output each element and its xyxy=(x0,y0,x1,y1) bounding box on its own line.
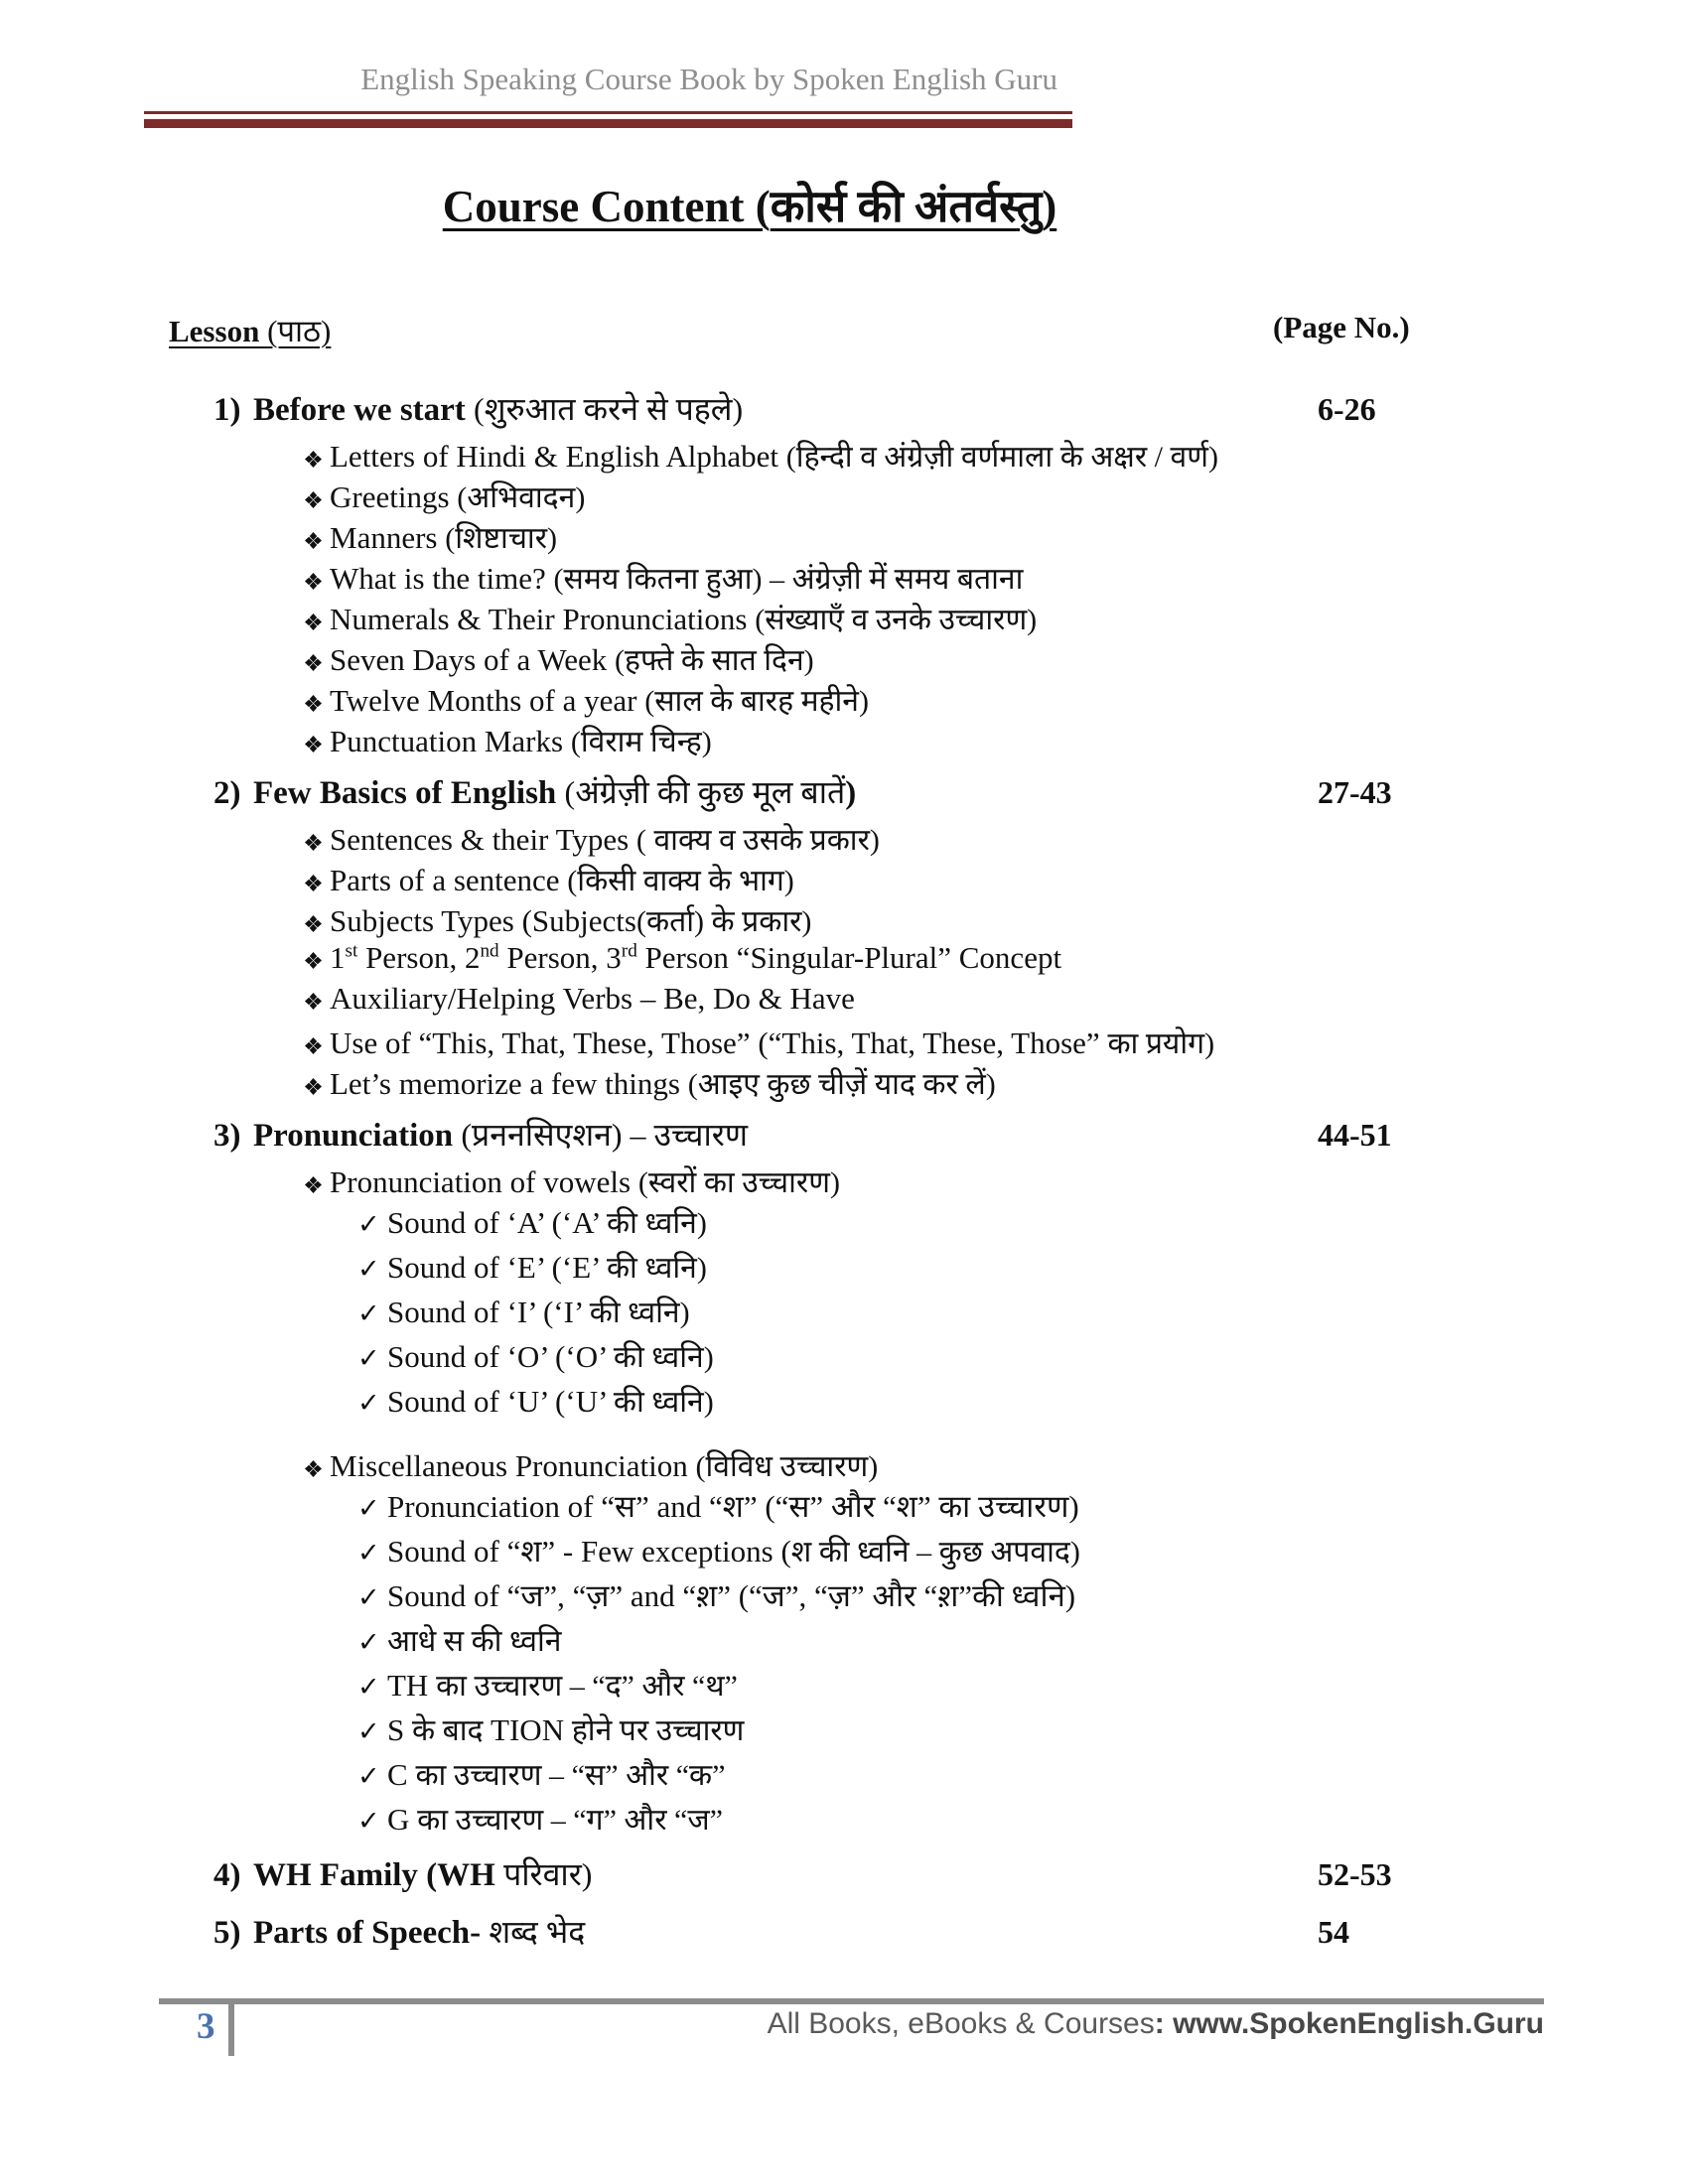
toc-row-content xyxy=(169,1852,1318,1895)
text-run: (अंग्रेज़ी की कुछ मूल बातें xyxy=(564,774,846,810)
page-range: 52-53 xyxy=(1318,1856,1392,1892)
toc-row-content xyxy=(169,818,1318,859)
page-range: 27-43 xyxy=(1318,774,1392,810)
toc-text xyxy=(330,1160,840,1201)
text-run: TION xyxy=(491,1712,572,1747)
toc-row-content xyxy=(169,1664,1318,1705)
text-run: Auxiliary/Helping Verbs – Be, Do & Have xyxy=(330,981,855,1016)
toc-row-content xyxy=(169,476,1318,516)
page-range xyxy=(1318,557,1422,561)
toc-row-content xyxy=(169,1444,1318,1485)
item-number: 5) xyxy=(213,1915,241,1951)
check-bullet-icon: ✓ xyxy=(357,1209,380,1240)
item-number: 4) xyxy=(213,1857,241,1893)
toc-subitem xyxy=(169,679,1422,720)
toc-subitem xyxy=(169,1062,1422,1103)
toc-subitem xyxy=(169,981,1422,1022)
page-range xyxy=(1318,899,1422,903)
toc-item xyxy=(169,1852,1422,1900)
text-run: Sound of ‘E’ (‘E’ xyxy=(387,1250,607,1285)
text-run: की ध्वनि) xyxy=(613,1385,714,1419)
toc-text xyxy=(330,899,811,940)
toc-subsubitem xyxy=(169,1291,1422,1335)
toc-row-content xyxy=(169,1062,1318,1103)
check-bullet-icon: ✓ xyxy=(357,1582,380,1613)
toc-subsubitem xyxy=(169,1664,1422,1708)
toc-list xyxy=(169,377,1422,1958)
diamond-bullet-icon xyxy=(305,981,330,1017)
toc-subsubitem xyxy=(169,1335,1422,1380)
toc-text xyxy=(387,1798,723,1839)
running-header: English Speaking Course Book by Spoken English Guru xyxy=(360,62,1057,96)
page-range xyxy=(1318,435,1422,439)
toc-subitem xyxy=(169,638,1422,679)
page-range xyxy=(1318,1574,1422,1578)
text-run: Before we start xyxy=(253,392,475,428)
text-run: Person, 3 xyxy=(498,940,622,975)
text-run: ( वाक्य व उसके प्रकार) xyxy=(635,823,880,857)
text-run: का उच्चारण – “द” और “थ” xyxy=(436,1669,738,1703)
lesson-label-hi: (पाठ) xyxy=(267,314,332,348)
toc-row-content xyxy=(169,638,1318,679)
diamond-bullet-icon xyxy=(305,520,330,556)
text-run: का उच्चारण – “स” और “क” xyxy=(415,1758,726,1792)
text-run: Seven Days of a Week xyxy=(330,642,616,677)
toc-row-content xyxy=(169,516,1318,557)
page-range xyxy=(1318,1619,1422,1623)
toc-text xyxy=(387,1619,561,1660)
toc-row-content xyxy=(169,557,1318,598)
text-run: (समय कितना हुआ) – अंग्रेज़ी में समय बताना xyxy=(553,562,1024,596)
toc-row-content xyxy=(169,1708,1318,1749)
text-run: की ध्वनि) xyxy=(613,1340,714,1374)
text-run: Pronunciation xyxy=(253,1118,462,1154)
text-run: Miscellaneous Pronunciation xyxy=(330,1448,696,1483)
toc-text xyxy=(253,1852,592,1895)
toc-subitem xyxy=(169,720,1422,760)
diamond-bullet-icon xyxy=(305,602,330,637)
page-range xyxy=(1318,1753,1422,1757)
page-range xyxy=(1318,1335,1422,1339)
page-range xyxy=(1318,1291,1422,1295)
toc-subsubitem xyxy=(169,1708,1422,1753)
text-run: Subjects Types (Subjects xyxy=(330,903,636,938)
toc-row-content xyxy=(169,1022,1318,1062)
toc-text xyxy=(253,387,743,430)
diamond-bullet-icon xyxy=(305,683,330,719)
toc-item xyxy=(169,1113,1422,1160)
page-range xyxy=(1318,1530,1422,1534)
text-run: TH xyxy=(387,1668,437,1703)
text-run: परिवार) xyxy=(503,1856,593,1892)
page-range: 6-26 xyxy=(1318,391,1376,427)
text-run: Punctuation Marks xyxy=(330,724,571,758)
toc-subsubitem xyxy=(169,1753,1422,1798)
toc-subsubitem xyxy=(169,1246,1422,1291)
toc-text xyxy=(253,1910,585,1953)
toc-text xyxy=(387,1753,725,1794)
page-range xyxy=(1318,1246,1422,1250)
diamond-bullet-icon xyxy=(305,479,330,515)
item-number: 1) xyxy=(213,392,241,428)
toc-row-content xyxy=(169,1798,1318,1839)
page-range xyxy=(1318,818,1422,822)
toc-text xyxy=(387,1530,1080,1571)
toc-text xyxy=(330,638,814,679)
text-run: Pronunciation of “स” and “श” (“स” और “श” का उच्चारण) xyxy=(387,1489,1079,1524)
text-run: (किसी वाक्य के भाग) xyxy=(567,864,794,897)
toc-row-content xyxy=(169,940,1318,976)
text-run: की ध्वनि) xyxy=(589,1296,690,1329)
text-run: Sound of “श” - Few exceptions ( xyxy=(387,1534,791,1569)
check-bullet-icon: ✓ xyxy=(357,1254,380,1285)
toc-subitem xyxy=(169,859,1422,899)
toc-subitem xyxy=(169,557,1422,598)
page-range xyxy=(1318,981,1422,985)
text-run: Parts of Speech- xyxy=(253,1915,490,1951)
page-range xyxy=(1318,476,1422,479)
toc-row-content xyxy=(169,1246,1318,1287)
text-run: (विराम चिन्ह) xyxy=(570,725,712,758)
footer-divider xyxy=(159,1998,1544,2004)
toc-text xyxy=(330,598,1037,638)
page-range xyxy=(1318,940,1422,944)
text-run: rd xyxy=(621,940,637,962)
toc-text xyxy=(330,557,1023,598)
toc-row-content xyxy=(169,435,1318,476)
toc-row-content xyxy=(169,720,1318,760)
text-run: (कर्ता) के प्रकार) xyxy=(635,904,812,938)
toc-subitem xyxy=(169,435,1422,476)
text-run: st xyxy=(345,940,358,962)
toc-row-content xyxy=(169,1201,1318,1242)
text-run: Twelve Months of a year xyxy=(330,683,645,718)
text-run: का प्रयोग) xyxy=(1107,1026,1215,1060)
toc-text xyxy=(330,679,869,720)
text-run: Use of “This, That, These, Those” (“This, That, These, Those” xyxy=(330,1025,1108,1060)
footer-text xyxy=(768,2007,1544,2041)
page-range: 44-51 xyxy=(1318,1117,1392,1153)
toc-subsubitem xyxy=(169,1530,1422,1574)
diamond-bullet-icon xyxy=(305,642,330,678)
diamond-bullet-icon xyxy=(305,1164,330,1200)
text-run: Sound of ‘I’ (‘I’ xyxy=(387,1295,590,1329)
text-run: nd xyxy=(480,940,499,962)
check-bullet-icon: ✓ xyxy=(357,1716,380,1747)
toc-row-content xyxy=(169,1335,1318,1376)
text-run: होने पर उच्चारण xyxy=(571,1713,745,1747)
diamond-bullet-icon xyxy=(305,1025,330,1061)
toc-item xyxy=(169,387,1422,435)
text-run: C xyxy=(387,1757,416,1792)
toc-item xyxy=(169,770,1422,818)
text-run: S xyxy=(387,1712,412,1747)
text-run: (शुरुआत करने से पहले) xyxy=(474,391,744,427)
text-run: Sound of “ज”, “ज़” and “श़” (“ज”, “ज़” और “श़”की ध्वनि) xyxy=(387,1578,1076,1613)
toc-text xyxy=(330,981,855,1017)
page-range xyxy=(1318,720,1422,724)
toc-subitem xyxy=(169,516,1422,557)
check-bullet-icon: ✓ xyxy=(357,1298,380,1329)
text-run: WH Family (WH xyxy=(253,1857,504,1893)
toc-subsubitem xyxy=(169,1201,1422,1246)
text-run: (विविध उच्चारण) xyxy=(695,1449,879,1483)
page-no-column-label: (Page No.) xyxy=(1273,310,1410,344)
toc-subitem xyxy=(169,476,1422,516)
text-run: ) xyxy=(845,775,857,811)
text-run: Parts of a sentence xyxy=(330,863,568,897)
lesson-label-en: Lesson xyxy=(169,314,268,348)
text-run: (हफ्ते के सात दिन) xyxy=(615,643,814,677)
text-run: (शिष्टाचार) xyxy=(445,521,557,555)
check-bullet-icon: ✓ xyxy=(357,1538,380,1569)
toc-text xyxy=(253,770,856,813)
toc-row-content xyxy=(169,1291,1318,1331)
toc-text xyxy=(387,1380,714,1421)
page-range xyxy=(1318,1160,1422,1164)
check-bullet-icon: ✓ xyxy=(357,1343,380,1374)
text-run: के बाद xyxy=(412,1713,492,1747)
footer-site-url: : www.SpokenEnglish.Guru xyxy=(1154,2007,1544,2040)
toc-row-content xyxy=(169,1910,1318,1953)
diamond-bullet-icon xyxy=(305,903,330,939)
toc-text xyxy=(330,818,880,859)
text-run: Let’s memorize a few things xyxy=(330,1066,688,1101)
toc-text xyxy=(330,940,1061,976)
toc-subsubitem xyxy=(169,1485,1422,1530)
text-run: What is the time? xyxy=(330,561,554,596)
toc-subitem xyxy=(169,940,1422,981)
toc-subitem xyxy=(169,899,1422,940)
diamond-bullet-icon xyxy=(305,724,330,759)
toc-text xyxy=(387,1574,1075,1616)
page-range xyxy=(1318,638,1422,642)
toc-subitem xyxy=(169,1444,1422,1485)
text-run: (आइए कुछ चीज़ें याद कर लें) xyxy=(687,1067,996,1101)
page-range xyxy=(1318,679,1422,683)
text-run: का उच्चारण – “ग” और “ज” xyxy=(417,1803,723,1837)
text-run: शब्द भेद xyxy=(489,1914,586,1950)
toc-row-content xyxy=(169,1160,1318,1201)
page-range xyxy=(1318,1708,1422,1712)
toc-text xyxy=(330,1062,996,1103)
page-title-hi: कोर्स की अंतर्वस्तु) xyxy=(770,182,1057,231)
toc-row-content xyxy=(169,770,1318,813)
diamond-bullet-icon xyxy=(305,439,330,475)
text-run: Sound of ‘U’ (‘U’ xyxy=(387,1384,614,1419)
toc-subsubitem xyxy=(169,1619,1422,1664)
check-bullet-icon: ✓ xyxy=(357,1806,380,1837)
toc-text xyxy=(387,1708,744,1749)
lesson-column-label xyxy=(169,310,331,351)
toc-text xyxy=(387,1485,1079,1527)
toc-row-content xyxy=(169,1485,1318,1527)
check-bullet-icon: ✓ xyxy=(357,1493,380,1524)
toc-text xyxy=(387,1664,738,1705)
check-bullet-icon: ✓ xyxy=(357,1672,380,1703)
page-range xyxy=(1318,859,1422,863)
page-title xyxy=(144,175,1355,235)
text-run: Few Basics of English xyxy=(253,775,565,811)
toc-text xyxy=(253,1113,748,1156)
text-run: Sentences & their Types xyxy=(330,822,636,857)
toc-text xyxy=(387,1335,714,1376)
toc-subsubitem xyxy=(169,1574,1422,1619)
toc-text xyxy=(387,1291,690,1331)
text-run: Sound of ‘A’ (‘A’ xyxy=(387,1205,607,1240)
page-title-en: Course Content ( xyxy=(442,182,771,231)
page-number: 3 xyxy=(197,2006,215,2047)
toc-text xyxy=(330,1444,878,1485)
text-run: (प्रननसिएशन) – उच्चारण xyxy=(461,1117,748,1153)
check-bullet-icon: ✓ xyxy=(357,1627,380,1658)
text-run: Numerals & Their Pronunciations xyxy=(330,602,756,636)
check-bullet-icon: ✓ xyxy=(357,1388,380,1419)
toc-row-content xyxy=(169,1530,1318,1571)
text-run: (अभिवादन) xyxy=(457,480,586,514)
page-range xyxy=(1318,1201,1422,1205)
item-number: 3) xyxy=(213,1118,241,1154)
page-range xyxy=(1318,1444,1422,1448)
text-run: Person, 2 xyxy=(357,940,481,975)
toc-subsubitem xyxy=(169,1798,1422,1843)
diamond-bullet-icon xyxy=(305,822,330,858)
toc-subitem xyxy=(169,598,1422,638)
toc-text xyxy=(330,435,1218,476)
toc-row-content xyxy=(169,899,1318,940)
toc-subitem xyxy=(169,818,1422,859)
page-range xyxy=(1318,516,1422,520)
text-run: G xyxy=(387,1802,418,1837)
text-run: Person “Singular-Plural” Concept xyxy=(636,940,1062,975)
page-range: 54 xyxy=(1318,1914,1349,1950)
toc-text xyxy=(330,476,585,516)
diamond-bullet-icon xyxy=(305,863,330,898)
toc-subitem xyxy=(169,1160,1422,1201)
toc-row-content xyxy=(169,859,1318,899)
text-run: Letters of Hindi & English Alphabet xyxy=(330,439,786,474)
diamond-bullet-icon xyxy=(305,1066,330,1102)
text-run: (साल के बारह महीने) xyxy=(644,684,869,718)
text-run: की ध्वनि) xyxy=(606,1251,707,1285)
footer-text-prefix: All Books, eBooks & Courses xyxy=(767,2007,1155,2040)
text-run: आधे स की ध्वनि xyxy=(387,1624,562,1658)
toc-text xyxy=(330,516,557,557)
toc-text xyxy=(330,720,712,760)
check-bullet-icon: ✓ xyxy=(357,1761,380,1792)
toc-text xyxy=(387,1201,707,1242)
toc-row-content xyxy=(169,1753,1318,1794)
toc-subsubitem xyxy=(169,1380,1422,1425)
diamond-bullet-icon xyxy=(305,940,330,976)
text-run: (संख्याएँ व उनके उच्चारण) xyxy=(755,603,1038,636)
text-run: की ध्वनि) xyxy=(606,1206,707,1240)
page-range xyxy=(1318,1798,1422,1802)
page-range xyxy=(1318,1485,1422,1489)
item-number: 2) xyxy=(213,775,241,811)
page-range xyxy=(1318,1664,1422,1668)
toc-row-content xyxy=(169,387,1318,430)
header-divider-thin xyxy=(144,111,1072,114)
text-run: (स्वरों का उच्चारण) xyxy=(637,1165,840,1199)
toc-text xyxy=(387,1246,707,1287)
text-run: 1 xyxy=(330,940,346,975)
toc-row-content xyxy=(169,598,1318,638)
toc-subitem xyxy=(169,1022,1422,1062)
page-range xyxy=(1318,598,1422,602)
diamond-bullet-icon xyxy=(305,1448,330,1484)
page-range xyxy=(1318,1380,1422,1384)
toc-text xyxy=(330,1022,1214,1062)
toc-item xyxy=(169,1910,1422,1958)
text-run: Greetings xyxy=(330,479,458,514)
toc-row-content xyxy=(169,1380,1318,1421)
toc-row-content xyxy=(169,981,1318,1017)
toc-row-content xyxy=(169,679,1318,720)
toc-row-content xyxy=(169,1574,1318,1616)
text-run: (हिन्दी व अंग्रेज़ी वर्णमाला के अक्षर / वर्ण) xyxy=(785,440,1219,474)
text-run: Manners xyxy=(330,520,446,555)
diamond-bullet-icon xyxy=(305,561,330,597)
text-run: Sound of ‘O’ (‘O’ xyxy=(387,1339,614,1374)
toc-row-content xyxy=(169,1619,1318,1660)
footer-vertical-bar xyxy=(228,1998,234,2056)
toc-row-content xyxy=(169,1113,1318,1156)
page-range xyxy=(1318,1022,1422,1025)
text-run: श की ध्वनि – कुछ अपवाद) xyxy=(790,1535,1080,1569)
page-range xyxy=(1318,1062,1422,1066)
text-run: Pronunciation of vowels xyxy=(330,1164,638,1199)
column-headers xyxy=(169,310,1422,351)
header-divider-thick xyxy=(144,119,1072,128)
toc-text xyxy=(330,859,794,899)
